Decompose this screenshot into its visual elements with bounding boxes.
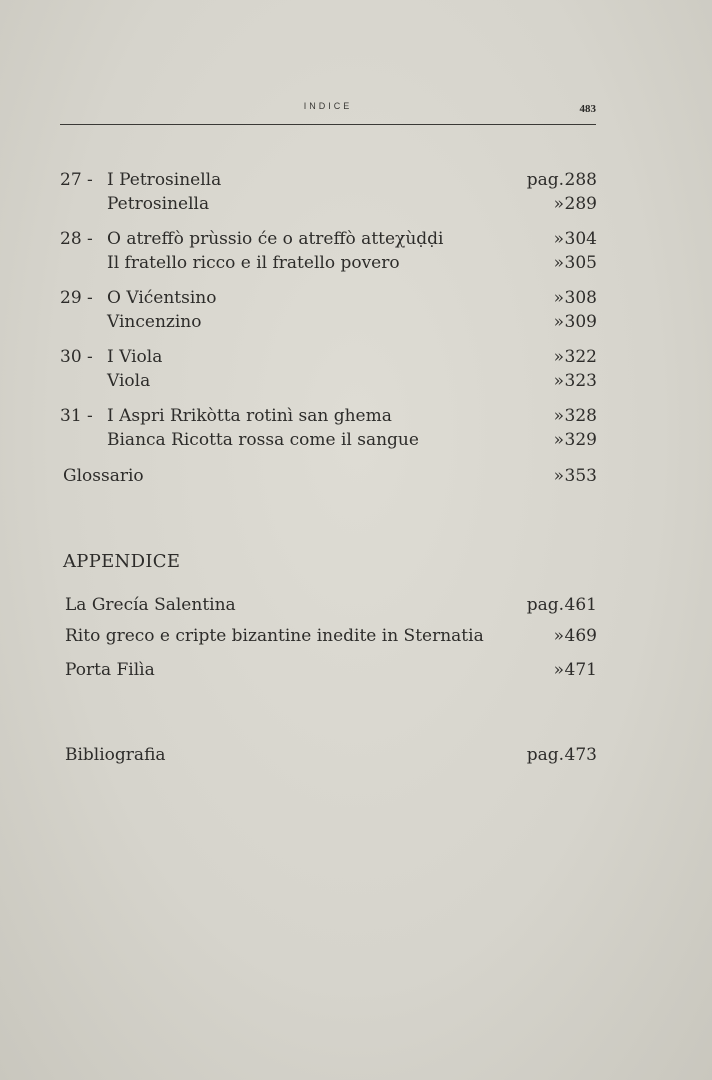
entry-title: Bianca Ricotta rossa come il sangue (107, 430, 419, 450)
entry-title: Viola (107, 371, 151, 391)
header-rule (60, 124, 596, 125)
entry-page: 353 (564, 466, 597, 486)
entry-page: 328 (564, 406, 597, 426)
page-ref-label: » (553, 347, 564, 367)
page-ref-label: » (553, 371, 564, 391)
entry-title: La Grecía Salentina (65, 595, 236, 615)
entry-page: 309 (564, 312, 597, 332)
toc-entry (0, 251, 712, 275)
entry-title: O atreffò prùssio će o atreffò atteχùḍḍi (107, 229, 444, 249)
toc-entry (0, 658, 712, 682)
entry-number: 31 - (60, 406, 93, 426)
page-ref-label: pag. (526, 745, 564, 765)
toc-entry (0, 345, 712, 369)
running-head (60, 101, 596, 119)
entry-page: 288 (564, 170, 597, 190)
entry-page: 289 (564, 194, 597, 214)
entry-title: Glossario (63, 466, 144, 486)
entry-page: 469 (564, 626, 597, 646)
page-ref-label: » (553, 626, 564, 646)
entry-title: Bibliografia (65, 745, 166, 765)
page-ref-label: » (553, 253, 564, 273)
entry-number: 27 - (60, 170, 93, 190)
entry-title: Rito greco e cripte bizantine inedite in Sternatia (65, 626, 484, 646)
toc-entry-glossary (0, 464, 712, 488)
page-ref-label: » (553, 406, 564, 426)
toc-entry (0, 227, 712, 251)
toc-entry (0, 310, 712, 334)
toc-entry (0, 369, 712, 393)
entry-page: 323 (564, 371, 597, 391)
page-ref-label: » (553, 229, 564, 249)
toc-entry (0, 286, 712, 310)
toc-entry-bibliography (0, 743, 712, 767)
entry-title: Porta Filìa (65, 660, 155, 680)
toc-entry (0, 428, 712, 452)
page-number: 483 (579, 103, 596, 115)
entry-page: 304 (564, 229, 597, 249)
page-ref-label: pag. (526, 170, 564, 190)
entry-page: 329 (564, 430, 597, 450)
entry-number: 30 - (60, 347, 93, 367)
entry-title: Il fratello ricco e il fratello povero (107, 253, 400, 273)
page-ref-label: » (553, 312, 564, 332)
entry-title: I Petrosinella (107, 170, 222, 190)
page-ref-label: » (553, 288, 564, 308)
entry-page: 471 (564, 660, 597, 680)
entry-title: I Viola (107, 347, 163, 367)
toc-entry (0, 624, 712, 648)
page-ref-label: pag. (526, 595, 564, 615)
entry-title: I Aspri Rrikòtta rotinì san ghema (107, 406, 392, 426)
toc-entry (0, 168, 712, 192)
entry-page: 473 (564, 745, 597, 765)
entry-page: 322 (564, 347, 597, 367)
toc-entry (0, 593, 712, 617)
toc-entry (0, 192, 712, 216)
appendix-heading: APPENDICE (63, 551, 181, 572)
toc-entry (0, 404, 712, 428)
entry-page: 461 (564, 595, 597, 615)
running-title: INDICE (303, 101, 353, 111)
page-ref-label: » (553, 430, 564, 450)
page-ref-label: » (553, 194, 564, 214)
entry-title: O Vićentsino (107, 288, 217, 308)
entry-page: 308 (564, 288, 597, 308)
entry-number: 28 - (60, 229, 93, 249)
entry-number: 29 - (60, 288, 93, 308)
entry-title: Vincenzino (107, 312, 202, 332)
entry-page: 305 (564, 253, 597, 273)
page-ref-label: » (553, 660, 564, 680)
page-ref-label: » (553, 466, 564, 486)
entry-title: Petrosinella (107, 194, 210, 214)
